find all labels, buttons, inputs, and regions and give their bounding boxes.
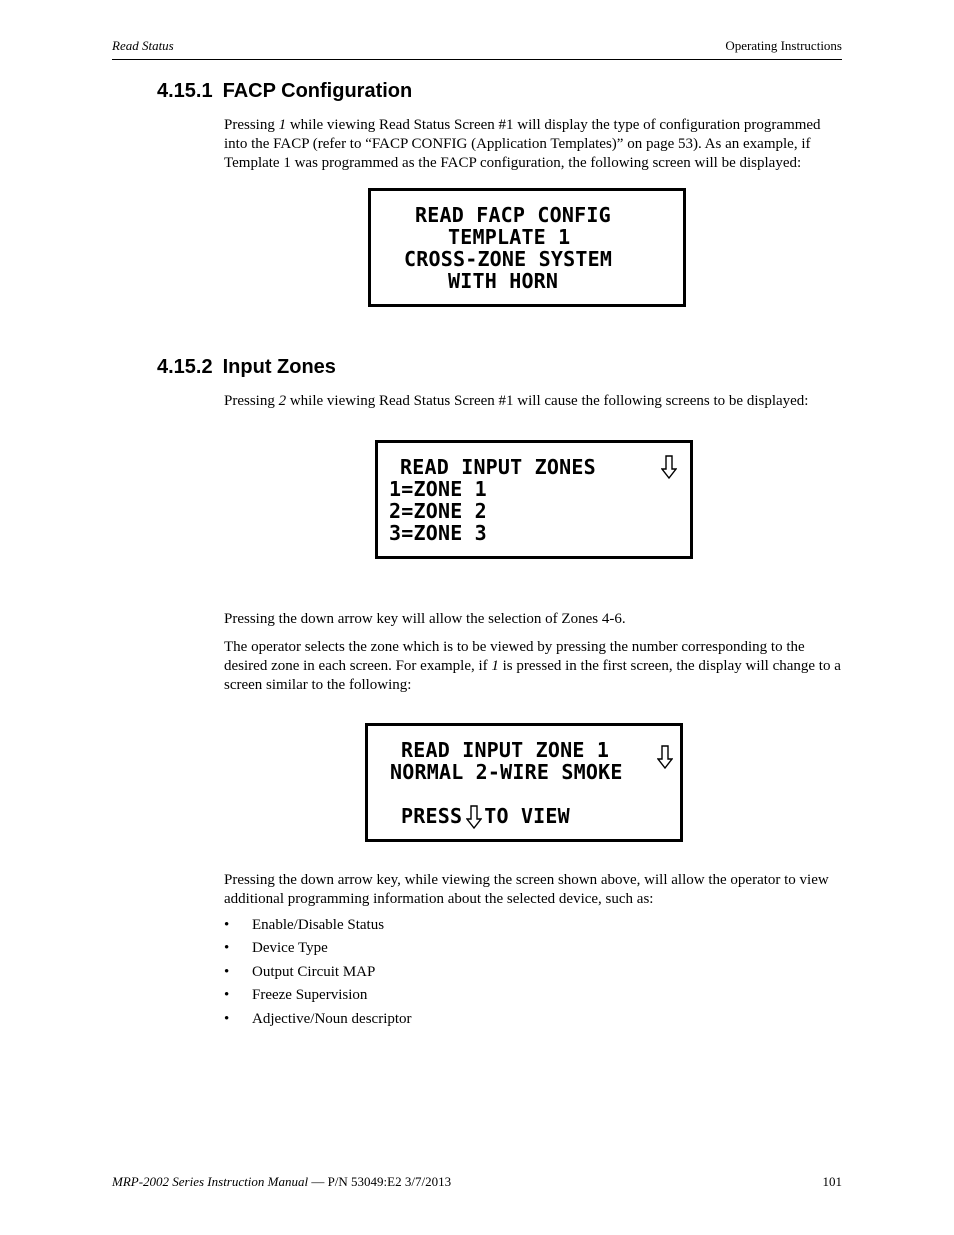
input-zones-paragraph: Pressing 2 while viewing Read Status Screen #1 will cause the following screens to be displayed:	[224, 393, 809, 409]
lcd-line: WITH HORN	[448, 269, 559, 293]
key-reference: 1	[278, 117, 287, 133]
lcd-line: READ FACP CONFIG	[415, 203, 611, 227]
lcd-display-facp-config	[368, 188, 686, 307]
operator-selection-paragraph: The operator selects the zone which is to be viewed by pressing the number corresponding to the desired zone in each screen. For example, if 1 is pressed in the first screen, the display will change to a screen similar to the following:	[224, 639, 841, 693]
running-header-chapter: Operating Instructions	[725, 38, 842, 53]
down-arrow-icon	[661, 455, 677, 479]
section-title: Input Zones	[222, 356, 336, 378]
device-info-list	[224, 916, 412, 1033]
bullet: •	[224, 963, 230, 980]
manual-title: MRP-2002 Series Instruction Manual	[112, 1174, 309, 1189]
lcd-line: 1=ZONE 1	[389, 477, 487, 501]
facp-config-paragraph: Pressing 1 while viewing Read Status Screen #1 will display the type of configuration programmed into the FACP (refer to “FACP CONFIG (Application Templates)” on page 53). As an example, if Template 1 was programmed as the FACP configuration, the following screen will be displayed:	[224, 117, 821, 171]
lcd-line: NORMAL 2-WIRE SMOKE	[390, 760, 623, 784]
running-header-section: Read Status	[112, 38, 174, 53]
section-title: FACP Configuration	[222, 80, 413, 102]
lcd-line: 2=ZONE 2	[389, 499, 487, 523]
header-rule	[112, 59, 842, 60]
list-item: • Output Circuit MAP	[224, 963, 376, 980]
zones-selection-paragraph: Pressing the down arrow key will allow the selection of Zones 4-6.	[224, 611, 626, 627]
down-arrow-icon	[466, 805, 482, 829]
lcd-line: READ INPUT ZONE 1	[401, 738, 610, 762]
lcd-line: 3=ZONE 3	[389, 521, 487, 545]
section-number: 4.15.2	[157, 356, 213, 378]
lcd-line-press-to-view: PRESS TO VIEW	[401, 804, 570, 828]
lcd-line: READ INPUT ZONES	[400, 455, 596, 479]
key-reference: 1	[491, 658, 499, 674]
section-heading-input-zones	[157, 355, 336, 379]
down-arrow-icon	[657, 745, 673, 769]
lcd-line: TEMPLATE 1	[448, 225, 571, 249]
footer-manual-info	[112, 1174, 451, 1190]
bullet: •	[224, 1010, 230, 1027]
key-reference: 2	[278, 393, 287, 409]
lcd-display-read-input-zone-1	[365, 723, 683, 842]
lcd-line: CROSS-ZONE SYSTEM	[404, 247, 613, 271]
section-number: 4.15.1	[157, 80, 213, 102]
list-item: • Enable/Disable Status	[224, 917, 385, 933]
additional-info-paragraph: Pressing the down arrow key, while viewing the screen shown above, will allow the operator to view additional programming information about the selected device, such as:	[224, 872, 829, 907]
bullet: •	[224, 940, 230, 957]
list-item: • Freeze Supervision	[224, 987, 368, 1004]
section-heading-facp-configuration	[157, 79, 412, 103]
list-item: • Device Type	[224, 940, 328, 957]
list-item: • Adjective/Noun descriptor	[224, 1010, 412, 1027]
bullet: •	[224, 987, 230, 1004]
part-number: — P/N 53049:E2 3/7/2013	[308, 1174, 452, 1189]
page-number: 101	[822, 1174, 842, 1189]
bullet: •	[224, 917, 230, 933]
lcd-display-read-input-zones	[375, 440, 693, 559]
